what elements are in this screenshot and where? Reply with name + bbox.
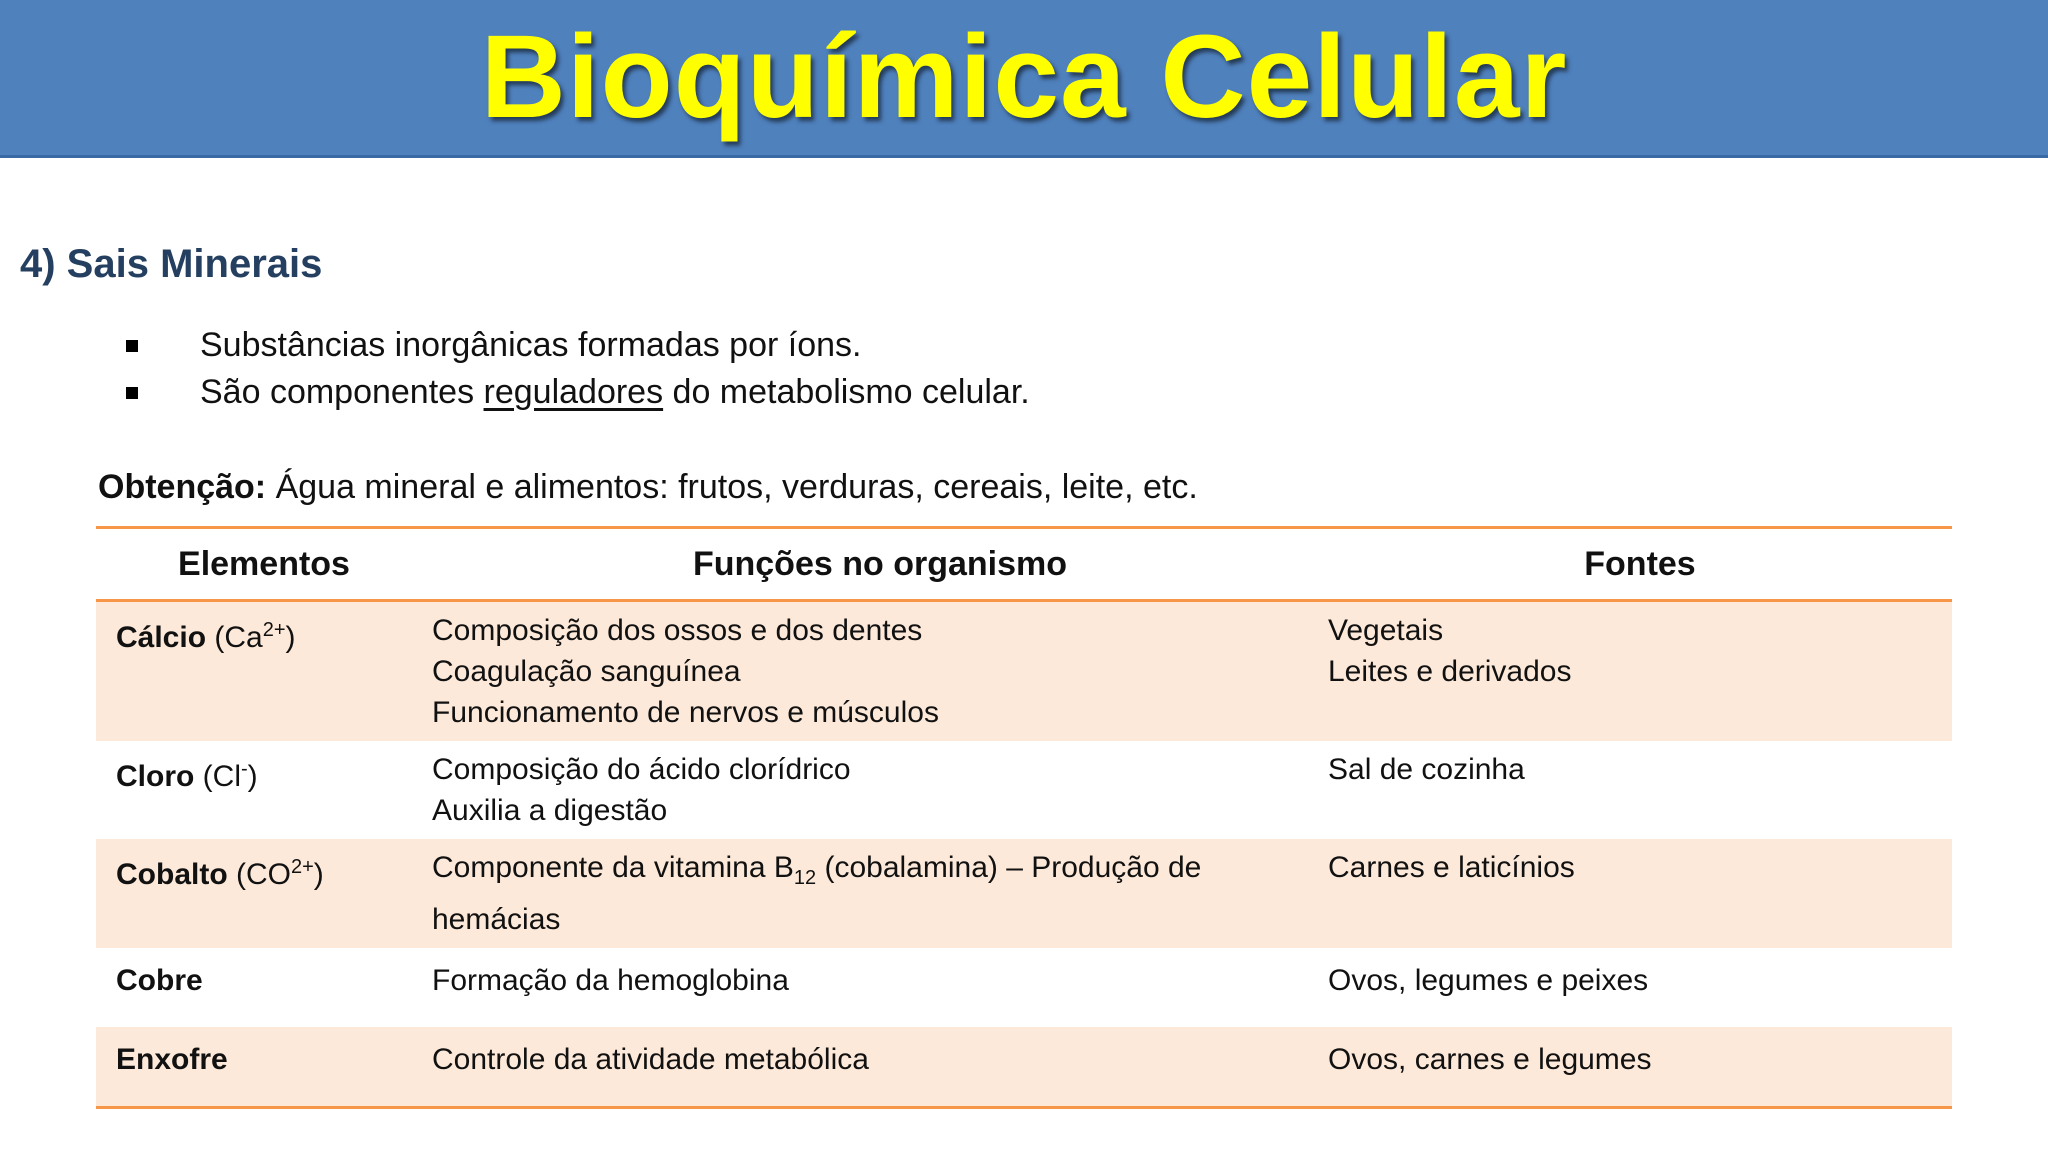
bullet-text: Substâncias inorgânicas formadas por íons.: [200, 326, 862, 364]
source-line: Ovos, carnes e legumes: [1328, 1043, 1652, 1076]
table-row: [96, 839, 1952, 948]
element-formula: (Cl: [194, 760, 241, 793]
element-cell: [96, 839, 432, 948]
function-cell: [432, 948, 1328, 1027]
source-line: Vegetais: [1328, 614, 1444, 647]
header-elementos: Elementos: [96, 528, 432, 601]
obtencao-line: [98, 468, 1198, 507]
source-line: Ovos, legumes e peixes: [1328, 964, 1649, 997]
function-line: Controle da atividade metabólica: [432, 1043, 869, 1076]
section-heading: 4) Sais Minerais: [20, 242, 323, 286]
element-formula-end: ): [247, 760, 258, 793]
function-line: Funcionamento de nervos e músculos: [432, 696, 939, 729]
function-text: (cobalamina) – Produção de: [816, 851, 1202, 884]
source-line: Sal de cozinha: [1328, 753, 1525, 786]
element-name: Enxofre: [116, 1043, 228, 1076]
function-line: Formação da hemoglobina: [432, 964, 789, 997]
function-cell: [432, 839, 1328, 948]
function-cell: [432, 1027, 1328, 1108]
function-cell: [432, 601, 1328, 742]
obtencao-text: Água mineral e alimentos: frutos, verduras, cereais, leite, etc.: [266, 468, 1198, 506]
source-cell: [1328, 1027, 1952, 1108]
table-row: [96, 1027, 1952, 1108]
element-cell: [96, 741, 432, 839]
table-row: [96, 601, 1952, 742]
square-bullet-icon: [126, 340, 138, 352]
obtencao-label: Obtenção:: [98, 468, 267, 506]
formula-charge: 2+: [290, 856, 314, 878]
formula-charge: -: [240, 758, 248, 780]
function-line: [432, 847, 1328, 899]
bullet-text: São componentes: [200, 373, 484, 411]
header-fontes: Fontes: [1328, 528, 1952, 601]
element-name: Cobalto: [116, 858, 228, 891]
function-line: Composição dos ossos e dos dentes: [432, 614, 923, 647]
formula-charge: 2+: [262, 619, 286, 641]
element-cell: [96, 601, 432, 742]
table-row: [96, 741, 1952, 839]
source-line: Carnes e laticínios: [1328, 851, 1575, 884]
bullet-item: [120, 369, 1030, 416]
bullet-underlined-text: reguladores: [483, 373, 664, 411]
bullet-item: [120, 322, 1030, 369]
slide-title: Bioquímica Celular: [480, 11, 1568, 143]
title-bar: [0, 0, 2048, 158]
source-cell: [1328, 948, 1952, 1027]
element-cell: [96, 1027, 432, 1108]
element-formula-end: ): [285, 621, 296, 654]
header-funcoes: Funções no organismo: [432, 528, 1328, 601]
source-line: Leites e derivados: [1328, 655, 1572, 688]
square-bullet-icon: [126, 387, 138, 399]
table-header-row: [96, 528, 1952, 601]
function-line: hemácias: [432, 903, 561, 936]
source-cell: [1328, 741, 1952, 839]
bullet-list: [120, 322, 1030, 416]
function-line: Coagulação sanguínea: [432, 655, 741, 688]
minerals-table: [96, 526, 1952, 1109]
source-cell: [1328, 839, 1952, 948]
function-line: Composição do ácido clorídrico: [432, 753, 851, 786]
element-cell: [96, 948, 432, 1027]
function-cell: [432, 741, 1328, 839]
source-cell: [1328, 601, 1952, 742]
bullet-text: do metabolismo celular.: [663, 373, 1030, 411]
element-name: Cálcio: [116, 621, 207, 654]
element-name: Cobre: [116, 964, 203, 997]
element-name: Cloro: [116, 760, 195, 793]
function-line: Auxilia a digestão: [432, 794, 668, 827]
element-formula-end: ): [313, 858, 324, 891]
function-text: Componente da vitamina B: [432, 851, 794, 884]
element-formula: (CO: [227, 858, 291, 891]
vitamin-subscript: 12: [793, 867, 817, 889]
table-row: [96, 948, 1952, 1027]
element-formula: (Ca: [206, 621, 263, 654]
